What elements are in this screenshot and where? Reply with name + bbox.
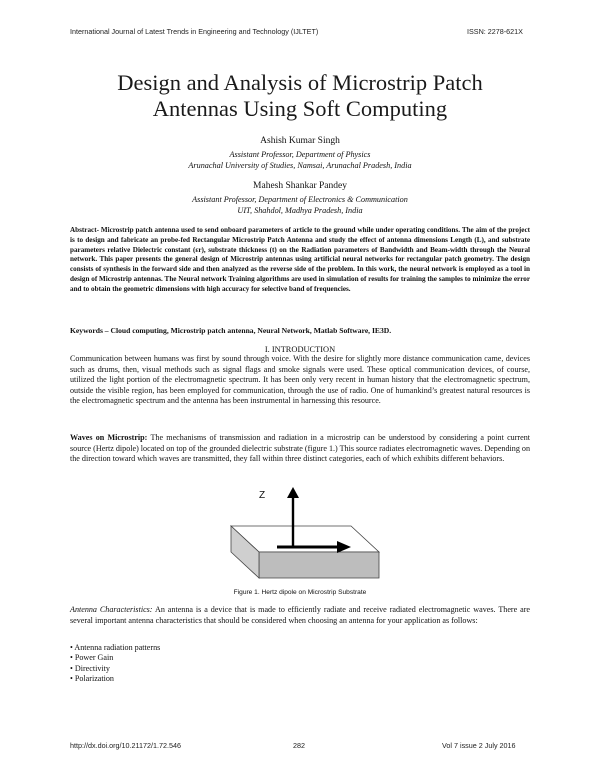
section-heading: I. INTRODUCTION: [264, 345, 336, 354]
paper-title: [0, 70, 600, 122]
figure-caption: Figure 1. Hertz dipole on Microstrip Substrate: [233, 589, 367, 596]
author-name-1: Ashish Kumar Singh: [260, 136, 340, 146]
waves-paragraph: [70, 433, 530, 465]
keywords: Keywords – Cloud computing, Microstrip patch antenna, Neural Network, Matlab Software, IE3D.: [70, 326, 392, 335]
affiliation-line: UIT, Shahdol, Madhya Pradesh, India: [237, 206, 363, 215]
page-number: 282: [293, 741, 305, 750]
substrate-front-face: [259, 552, 379, 578]
title-line-1: Design and Analysis of Microstrip Patch: [117, 70, 483, 95]
antenna-text: An antenna is a device that is made to efficiently radiate and receive radiated electromagnetic waves. There are several important antenna characteristics that should be considered when choosing an antenna for your application as follows:: [70, 605, 530, 625]
characteristics-list: [70, 643, 160, 685]
antenna-label: Antenna Characteristics:: [70, 605, 153, 614]
author-affiliation-2: [0, 194, 600, 216]
list-item: • Polarization: [70, 674, 114, 684]
author-name-2: Mahesh Shankar Pandey: [253, 181, 347, 191]
z-axis-arrowhead: [287, 487, 299, 498]
affiliation-line: Assistant Professor, Department of Electronics & Communication: [192, 195, 408, 204]
volume-info: Vol 7 issue 2 July 2016: [442, 741, 516, 750]
issn: ISSN: 2278-621X: [467, 27, 523, 36]
affiliation-line: Arunachal University of Studies, Namsai, Arunachal Pradesh, India: [188, 161, 412, 170]
intro-paragraph: Communication between humans was first by sound through voice. With the desire for slightly more distance communication came, devices such as drums, then, visual methods such as signal flags and smoke signals were used. These optical communication devices, of course, utilized the light portion of the electromagnetic spectrum. It has been only very recent in human history that the electromagnetic spectrum, outside the visible region, has been employed for communication, through the use of radio. One of humankind’s greatest natural resources is the electromagnetic spectrum and the antenna has been instrumental in harnessing this resource.: [70, 354, 530, 405]
figure-drawing: [223, 486, 383, 586]
abstract: Abstract- Microstrip patch antenna used to send onboard parameters of article to the ground while under operating conditions. The aim of the project is to design and fabricate an probe-fed Rectangular Microstrip Patch Antenna and study the effect of antenna dimensions Length (L), and substrate parameters relative Dielectric constant (εr), substrate thickness (t) on the Radiation parameters of Bandwidth and Beam-width through the Neural network. This paper presents the general design of Microstrip antennas using artificial neural networks for rectangular patch geometry. The design consists of synthesis in the forward side and then analyzed as the reverse side of the problem. In this work, the neural network is employed as a tool in design of Microstrip antennas. The Neural network Training algorithms are used in simulation of results for training the samples to minimize the error and to obtain the geometric dimensions with high accuracy for selective band of frequencies.: [70, 226, 530, 293]
antenna-characteristics-paragraph: [70, 605, 530, 626]
z-axis-label: Z: [259, 490, 266, 501]
waves-label: Waves on Microstrip:: [70, 433, 148, 442]
title-line-2: Antennas Using Soft Computing: [152, 96, 448, 121]
list-item: • Directivity: [70, 663, 110, 673]
doi-link[interactable]: http://dx.doi.org/10.21172/1.72.546: [70, 741, 181, 750]
affiliation-line: Assistant Professor, Department of Physics: [229, 150, 371, 159]
waves-text: The mechanisms of transmission and radiation in a microstrip can be understood by considering a point current source (Hertz dipole) located on top of the grounded dielectric substrate (figure 1.) This source radiates electromagnetic waves. Depending on the direction toward which waves are transmitted, they fall within three distinct categories, each of which exhibits different behaviors.: [70, 433, 530, 463]
list-item: • Antenna radiation patterns: [70, 643, 161, 652]
journal-header: International Journal of Latest Trends in Engineering and Technology (IJLTET): [70, 27, 319, 36]
list-item: • Power Gain: [70, 653, 114, 663]
author-affiliation-1: [0, 149, 600, 171]
figure-hertz-dipole: [223, 486, 383, 586]
